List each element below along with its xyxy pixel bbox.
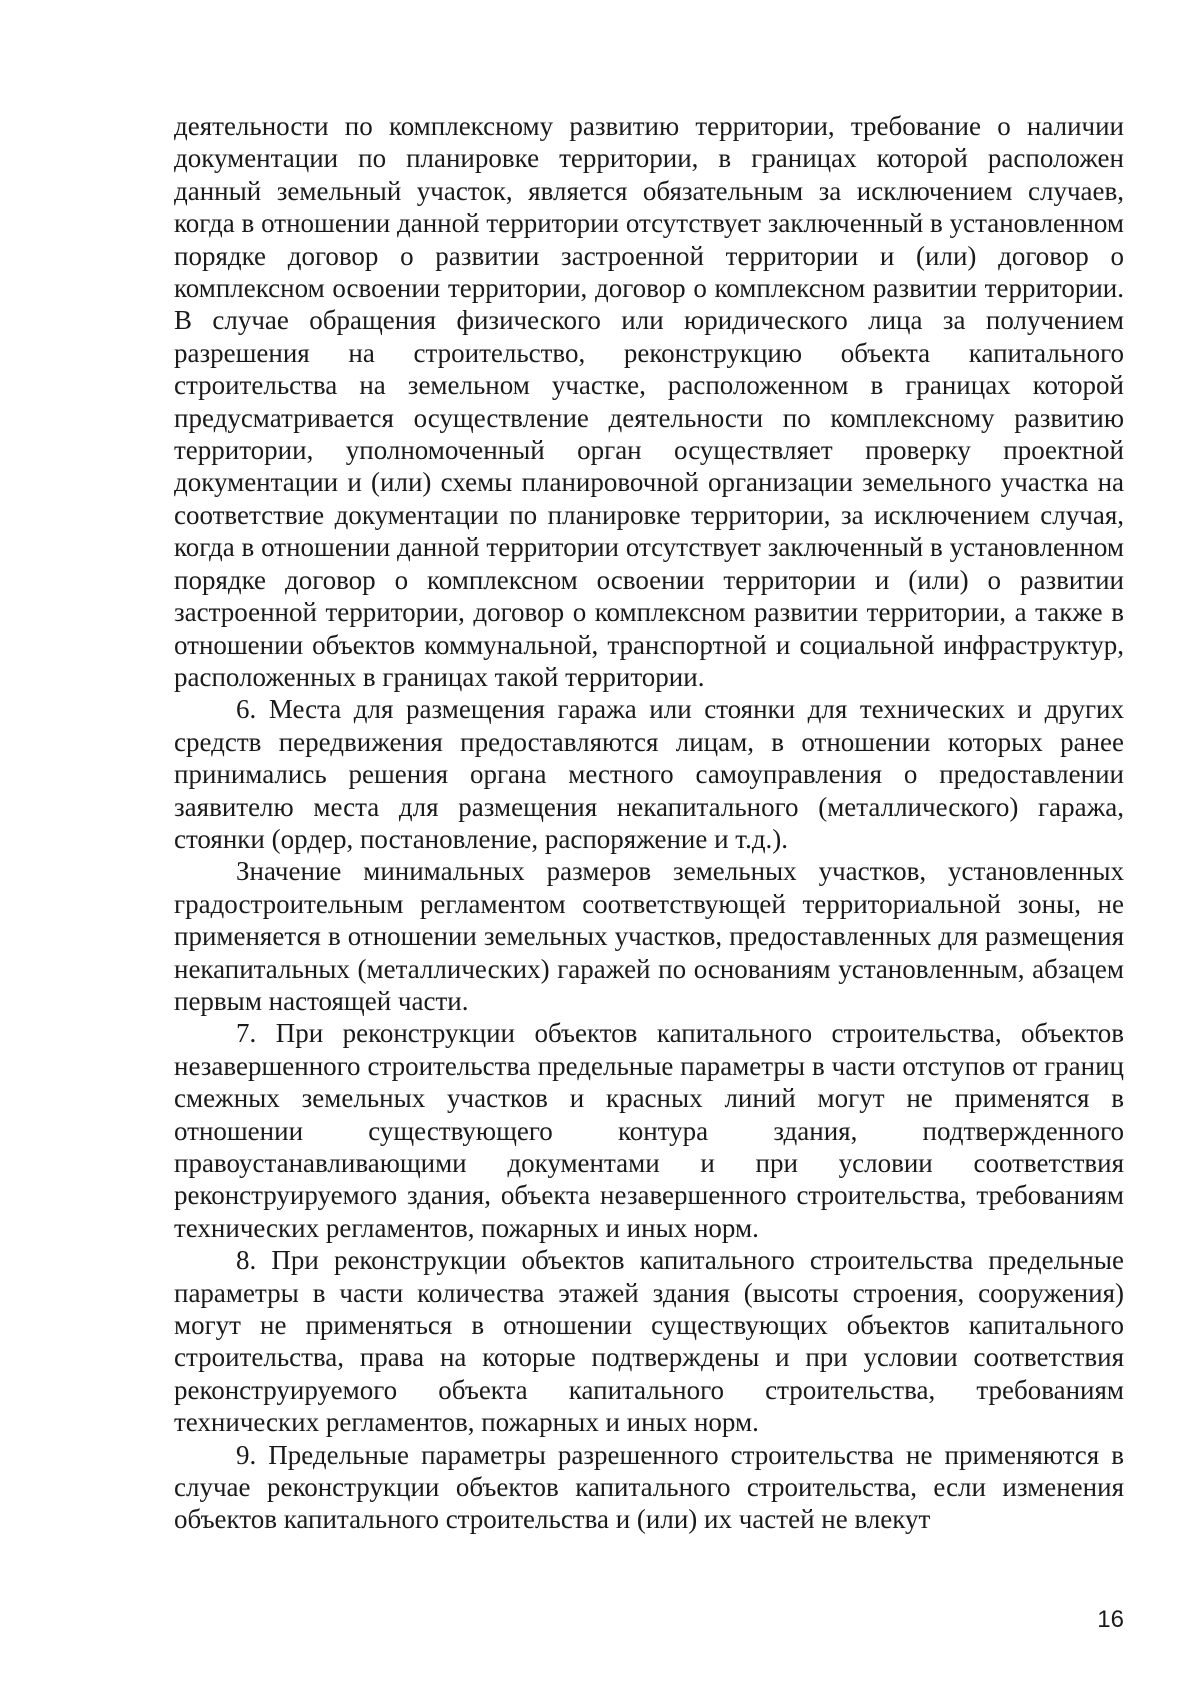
paragraph-item-8: 8. При реконструкции объектов капитального строительства предельные параметры в части количества этажей здания (высоты строения, сооружения) могут не применяться в отношении существующих объектов капитального строительства, права на которые подтверждены и при условии соответствия реконструируемого объекта капитального строительства, требованиям технических регламентов, пожарных и иных норм. [174,1245,1124,1438]
page-number: 16 [1097,1606,1124,1633]
document-body [174,110,1124,1536]
paragraph-item-6: 6. Места для размещения гаража или стоянки для технических и других средств передвижения предоставляются лицам, в отношении которых ранее принимались решения органа местного самоуправления о предоставлении заявителю места для размещения некапитального (металлического) гаража, стоянки (ордер, постановление, распоряжение и т.д.). [174,694,1124,854]
paragraph-continuation: деятельности по комплексному развитию территории, требование о наличии документации по планировке территории, в границах которой расположен данный земельный участок, является обязательным за исключением случаев, когда в отношении данной территории отсутствует заключенный в установленном порядке договор о развитии застроенной территории и (или) договор о комплексном освоении территории, договор о комплексном развитии территории. В случае обращения физического или юридического лица за получением разрешения на строительство, реконструкцию объекта капитального строительства на земельном участке, расположенном в границах которой предусматривается осуществление деятельности по комплексному развитию территории, уполномоченный орган осуществляет проверку проектной документации и (или) схемы планировочной организации земельного участка на соответствие документации по планировке территории, за исключением случая, когда в отношении данной территории отсутствует заключенный в установленном порядке договор о комплексном освоении территории и (или) о развитии застроенной территории, договор о комплексном развитии территории, а также в отношении объектов коммунальной, транспортной и социальной инфраструктур, расположенных в границах такой территории. [174,111,1124,692]
paragraph-item-9: 9. Предельные параметры разрешенного строительства не применяются в случае реконструкции объектов капитального строительства, если изменения объектов капитального строительства и (или) их частей не влекут [174,1439,1124,1535]
paragraph-minimum-sizes: Значение минимальных размеров земельных участков, установленных градостроительным регламентом соответствующей территориальной зоны, не применяется в отношении земельных участков, предоставленных для размещения некапитальных (металлических) гаражей по основаниям установленным, абзацем первым настоящей части. [174,856,1124,1016]
paragraph-item-7: 7. При реконструкции объектов капитального строительства, объектов незавершенного строительства предельные параметры в части отступов от границ смежных земельных участков и красных линий могут не применятся в отношении существующего контура здания, подтвержденного правоустанавливающими документами и при условии соответствия реконструируемого здания, объекта незавершенного строительства, требованиям технических регламентов, пожарных и иных норм. [174,1018,1124,1243]
